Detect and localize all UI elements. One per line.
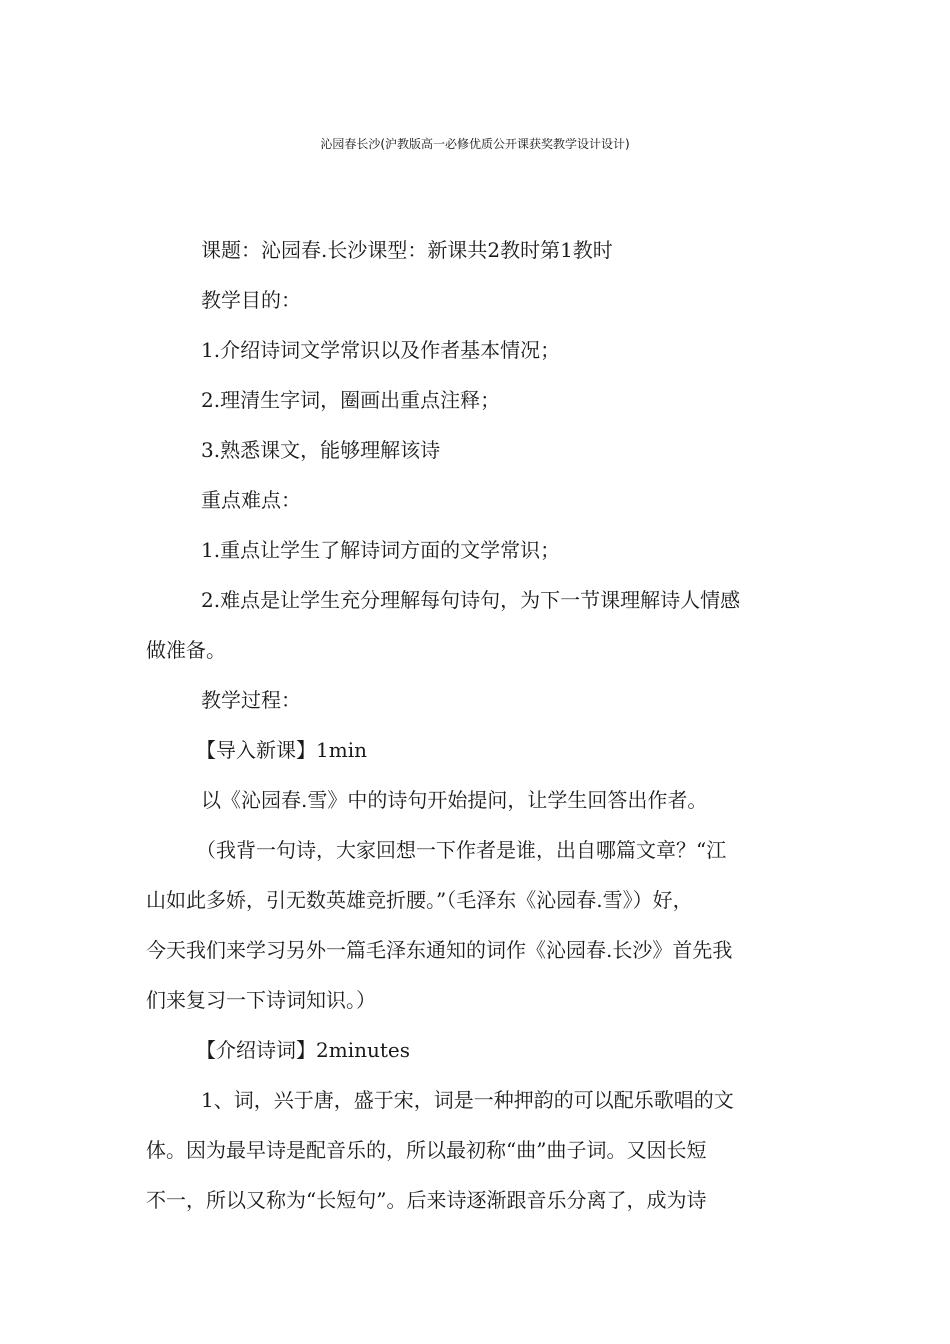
intro-aside-line-3: 今天我们来学习另外一篇毛泽东通知的词作《沁园春.长沙》首先我 [146, 938, 733, 962]
teaching-process-heading: 教学过程： [201, 688, 301, 712]
teaching-goals-heading: 教学目的： [201, 288, 301, 312]
lesson-info-line: 课题：沁园春.长沙课型：新课共2教时第1教时 [201, 238, 613, 262]
key-point-1: 1.重点让学生了解诗词方面的文学常识； [201, 538, 561, 562]
document-title: 沁园春长沙(沪教版高一必修优质公开课获奖教学设计设计) [320, 137, 630, 151]
goal-item-1: 1.介绍诗词文学常识以及作者基本情况； [201, 338, 561, 362]
intro-aside-line-2: 山如此多娇，引无数英雄竞折腰。”（毛泽东《沁园春.雪》）好， [146, 888, 693, 912]
intro-aside-line-1: （我背一句诗，大家回想一下作者是谁，出自哪篇文章？“江 [196, 838, 727, 862]
poetry-paragraph-line-1: 1、词，兴于唐，盛于宋，词是一种押韵的可以配乐歌唱的文 [201, 1088, 734, 1112]
key-points-heading: 重点难点： [201, 488, 301, 512]
section-intro-heading: 【导入新课】1min [196, 738, 367, 762]
poetry-paragraph-line-2: 体。因为最早诗是配音乐的，所以最初称“曲”曲子词。又因长短 [146, 1138, 707, 1162]
intro-aside-line-4: 们来复习一下诗词知识。） [146, 988, 376, 1012]
key-point-2-continued: 做准备。 [146, 638, 226, 662]
poetry-paragraph-line-3: 不一，所以又称为“长短句”。后来诗逐渐跟音乐分离了，成为诗 [146, 1188, 707, 1212]
goal-item-3: 3.熟悉课文，能够理解该诗 [201, 438, 441, 462]
intro-paragraph: 以《沁园春.雪》中的诗句开始提问，让学生回答出作者。 [201, 788, 708, 812]
goal-item-2: 2.理清生字词，圈画出重点注释； [201, 388, 501, 412]
key-point-2: 2.难点是让学生充分理解每句诗句，为下一节课理解诗人情感 [201, 588, 741, 612]
section-poetry-heading: 【介绍诗词】2minutes [196, 1038, 410, 1062]
